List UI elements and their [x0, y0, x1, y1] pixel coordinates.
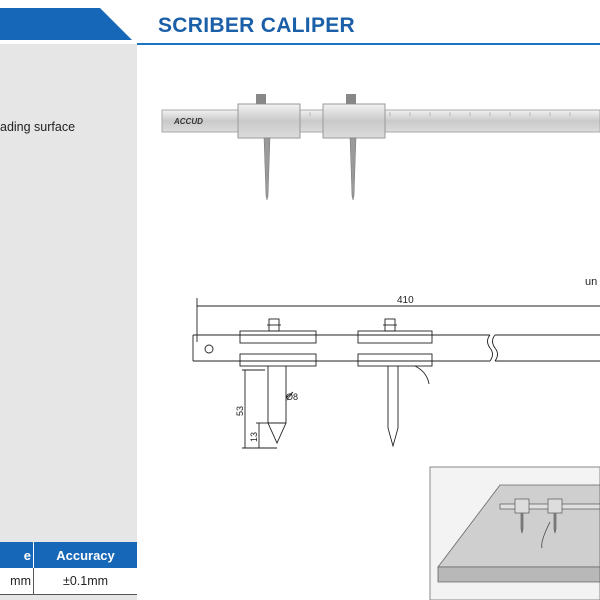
product-photo — [160, 88, 600, 208]
height-dimension: 53 — [235, 405, 245, 416]
page-title: SCRIBER CALIPER — [158, 14, 356, 37]
slider-left — [238, 104, 300, 138]
cell-accuracy: ±0.1mm — [62, 574, 109, 588]
slider-right — [323, 104, 385, 138]
table-row — [0, 568, 137, 595]
spec-table-header — [0, 542, 137, 568]
header-range: e — [0, 542, 34, 568]
spec-table — [0, 542, 137, 595]
usage-illustration — [430, 467, 600, 600]
tip-dimension: 13 — [249, 431, 259, 442]
length-dimension: 410 — [397, 295, 414, 306]
cell-range: mm — [0, 568, 34, 594]
title-divider — [137, 43, 600, 45]
header-tab — [0, 0, 140, 44]
sidebar-feature-text: ading surface — [0, 120, 76, 134]
header-accuracy: Accuracy — [56, 547, 115, 563]
diameter-dimension: Ø8 — [286, 392, 299, 402]
brand-logo: ACCUD — [174, 117, 203, 126]
unit-label: un — [585, 276, 598, 288]
technical-drawing — [185, 288, 600, 453]
